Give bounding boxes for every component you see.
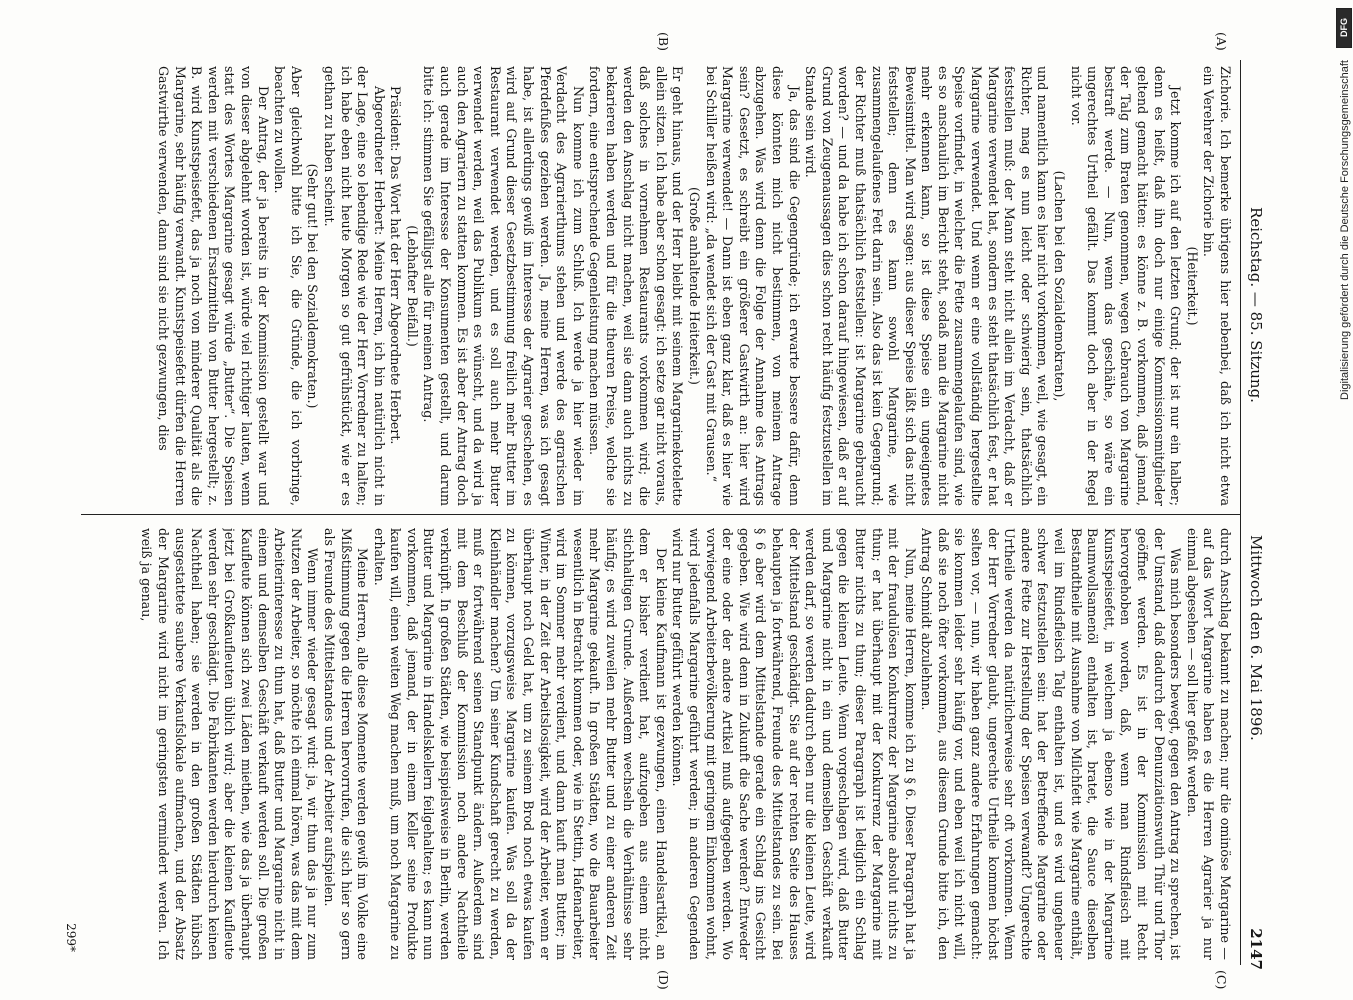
paragraph: Wenn immer wieder gesagt wird: ja, wir thun das ja nur zum Nutzen der Arbeiter, so möchte ich einmal hören, was das mit dem Arbeiterinteresse zu thun hat, daß Butter und Margarine nicht in einem und demselben Geschäft verkauft werden soll. Die großen Kaufleute können sich zwei Läden miethen, wie das ja überhaupt jetzt bei Großkaufleuten üblich wird; aber die kleinen Kaufleute werden sehr geschädigt. Die Fabrikanten werden hierdurch keinen Nachtheil haben; sie werden in den großen Städten hübsch ausgestattete saubere Verkaufslokale aufmachen, und der Absatz der Margarine wird nicht im geringsten vermindert werden. Ich weiß ja genau, xyxy=(139,528,321,960)
paragraph: Meine Herren, alle diese Momente werden gewiß im Volke eine Mißstimmung gegen die Herren hervorrufen, die sich hier so gern als Freunde des Mittelstandes und der Arbeiter aufspielen. xyxy=(321,528,371,960)
stage-direction: (Heiterkeit.) xyxy=(1184,246,1200,326)
paragraph: Was mich besonders bewegt, gegen den Antrag zu sprechen, ist der Umstand, daß dadurch der Denunziationswuth Thür und Thor geöffnet werden. Es ist in der Kommission mit Recht hervorgehoben worden, daß, wenn man Rindsfleisch mit Kunstspeisefett, in welchem ja ebenso wie in der Margarine Baumwollsamenöl enthalten ist, bratet, die Sauce dieselben Bestandtheile mit Ausnahme von Milchfett wie Margarine enthält, weil im Rindsfleisch Talg enthalten ist, und es wird ungeheuer schwer festzustellen sein: hat der Betreffende Margarine oder andere Fette zur Herstellung der Speisen verwandt? Ungerechte Urtheile werden da natürlicherweise sehr oft vorkommen. Wenn der Herr Vorredner glaubt, ungerechte Urtheile kommen höchst selten vor, — nun, wir haben ganz andere Erfahrungen gemacht: sie kommen leider sehr häufig vor, und eben weil ich nicht will, daß sie noch öfter vorkommen, aus diesem Grunde bitte ich, den Antrag Schmidt abzulehnen. xyxy=(919,528,1184,960)
paragraph: durch Anschlag bekannt zu machen; nur die ominöse Margarine — auf das Wort Margarine haben es die Herren Agrarier ja nur einmal abgesehen — soll hier gefaßt werden. xyxy=(1184,528,1233,960)
paragraph: Aber gleichwohl bitte ich Sie, die Gründe, die ich vorbringe, beachten zu wollen. xyxy=(272,66,304,506)
running-header-date: Mittwoch den 6. Mai 1896. xyxy=(1247,535,1265,741)
right-column xyxy=(83,528,1233,960)
paragraph: Zichorie. Ich bemerke übrigens hier nebenbei, daß ich nicht etwa ein Verehrer der Zichorie bin. xyxy=(1201,66,1233,506)
paragraph: Der Antrag, der ja bereits in der Kommission gestellt war und von dieser abgelehnt worden ist, würde viel richtiger lauten, wenn statt des Wortes Margarine gesagt würde „Butter“. Die Speisen werden mit verschiedenen Ersatzmitteln von Butter hergestellt; z. B. wird Kunstspeisefett, das ja noch von minderer Qualität als die Margarine, sehr häufig verwandt. Kunstspeisefett dürfen die Herren Gastwirthe verwenden, dann sind sie nicht gezwungen, dies xyxy=(156,66,271,506)
paragraph: Ja, das sind die Gegengründe; ich erwarte bessere dafür, denn diese könnten mich nicht bestimmen, von meinem Antrage abzugehen. Was wird denn die Folge der Annahme des Antrags sein? Gesetzt, es schreibt ein größerer Gastwirth an: hier wird Margarine verwendet! — Dann ist eben ganz klar, daß es hier wie bei Schiller heißen wird: „da wendet sich der Gast mit Grausen.“ xyxy=(703,66,802,506)
paragraph: Der kleine Kaufmann ist gezwungen, einen Handelsartikel, an dem er bisher verdient hat, aufzugeben aus einem nicht stichhaltigen Grunde. Außerdem wechseln die Verhältnisse sehr häufig; es wird zuweilen mehr Butter und zu einer anderen Zeit mehr Margarine gekauft. In großen Städten, wo die Bauarbeiter wesentlich in Betracht kommen oder, wie in Stettin, Hafenarbeiter, wird im Sommer mehr verdient, und dann kauft man Butter; im Winter, in der Zeit der Arbeitslosigkeit, wird der Arbeiter, wenn er überhaupt noch Geld hat, um zu seinem Brod noch etwas kaufen zu können, vorzugsweise Margarine kaufen. Was soll da der Kleinhändler machen? Um seiner Kundschaft gerecht zu werden, muß er fortwährend seinen Standpunkt ändern. Außerdem sind mit dem Beschluß der Kommission noch andere Nachtheile verknüpft. In großen Städten, wie beispielsweise in Berlin, werden Butter und Margarine in Handelskellern feilgehalten; es kann nun vorkommen, daß jemand, der in einem Keller seine Produkte kaufen will, einen weiten Weg machen muß, um noch Margarine zu erhalten. xyxy=(371,528,669,960)
digitization-notice: Digitalisierung gefördert durch die Deutsche Forschungsgemeinschaft xyxy=(1339,60,1351,400)
margin-marker-d: (D) xyxy=(656,970,671,990)
column-divider xyxy=(81,514,1241,515)
left-column xyxy=(83,66,1233,506)
paragraph: und namentlich kann es hier nicht vorkommen, weil, wie gesagt, ein Richter, mag es nun leicht oder schwierig sein, thatsächlich feststellen muß: der Mann steht nicht allein im Verdacht, daß er Margarine verwendet hat, sondern es steht thatsächlich fest, er hat Margarine verwendet. Und wenn er eine vollständig hergestellte Speise vorfindet, in welcher die Fette zusammengelaufen sind, wie es so anschaulich im Bericht steht, sodaß man die Margarine nicht mehr erkennen kann, so ist diese Speise ein ungeeignetes Beweismittel. Man wird sagen: aus dieser Speise läßt sich das nicht feststellen; denn es kann sowohl Margarine, wie zusammengelaufenes Fett darin sein. Also das ist kein Gegengrund; der Richter muß thatsächlich feststellen: ist Margarine gebraucht worden? — und da habe ich schon darauf hingewiesen, daß er auf Grund von Zeugenaussagen dies schon recht häufig festzustellen im Stande sein wird. xyxy=(803,66,1051,506)
header-rule xyxy=(1240,60,1241,965)
stage-direction: (Große anhaltende Heiterkeit.) xyxy=(687,187,702,385)
stage-direction: (Lebhafter Beifall.) xyxy=(404,225,420,347)
margin-marker-b: (B) xyxy=(656,32,671,51)
speaker-paragraph: Abgeordneter Herbert: Meine Herren, ich bin natürlich nicht in der Lage, eine so lebendige Rede wie der Herr Vorredner zu halten; ich habe eben nicht heute Morgen so gut gefrühstückt, wie er es gethan zu haben scheint. xyxy=(321,66,387,506)
paragraph: Jetzt komme ich auf den letzten Grund; der ist nur ein halber; denn es heißt, daß ihn doch nur einige Kommissionsmitglieder geltend gemacht hätten: es könne z. B. vorkommen, daß jemand, der Talg zum Braten genommen, wegen Gebrauch von Margarine bestraft werde. — Nun, wenn das geschähe, so wäre ein ungerechtes Urtheil gefällt. Das kommt doch aber in der Regel nicht vor. xyxy=(1068,66,1184,506)
paragraph: Nun, meine Herren, komme ich zu § 6. Dieser Paragraph hat ja mit der fraudulösen Konkurrenz der Margarine absolut nichts zu thun; er hat überhaupt mit der Konkurrenz der Margarine mit Butter nichts zu thun; dieser Paragraph ist lediglich ein Schlag gegen die kleinen Leute. Wenn vorgeschlagen wird, daß Butter und Margarine nicht in ein und demselben Geschäft verkauft werden darf, so werden dadurch eben nur die kleinen Leute, wird der Mittelstand geschädigt. Sie auf der rechten Seite des Hauses behaupten ja fortwährend, Freunde des Mittelstandes zu sein. Bei § 6 aber wird dem Mittelstande gerade ein Schlag ins Gesicht gegeben. Wie wird denn in Zukunft die Sache werden? Entweder der eine oder der andere Artikel muß aufgegeben werden. Wo vorwiegend Arbeiterbevölkerung mit geringem Einkommen wohnt, wird jedenfalls Margarine geführt werden; in anderen Gegenden wird nur Butter geführt werden können. xyxy=(670,528,918,960)
stage-direction: (Sehr gut! bei den Sozialdemokraten.) xyxy=(305,163,321,409)
speaker-paragraph: Präsident: Das Wort hat der Herr Abgeordnete Herbert. xyxy=(388,86,404,445)
margin-marker-a: (A) xyxy=(1214,32,1229,51)
dfg-logo-icon: DFG xyxy=(1336,8,1352,48)
page-number: 2147 xyxy=(1247,928,1265,970)
paragraph: Er geht hinaus, und der Herr bleibt mit seinem Margarinekotelette allein sitzen. Ich habe aber schon gesagt: ich setze gar nicht voraus, daß solches in vornehmen Restaurants vorkommen wird; die werden den Anschlag nicht machen, weil sie dann auch nichts zu bekarieren haben werden und für die theuren Preise, welche sie fordern, eine entsprechende Gegenleistung machen müssen. xyxy=(587,66,686,506)
signature-number: 299* xyxy=(64,923,78,952)
paragraph: Nun komme ich zum Schluß. Ich werde ja hier wieder im Verdacht des Agrarierthums stehen und werde des agrarischen Pferdefußes geziehen werden. Ja, meine Herren, was ich gesagt habe, ist allerdings gewiß im Interesse der Agrarier geschehen, es wird auf Grund dieser Gesetzbestimmung freilich mehr Butter im Restaurant verwendet werden, und es soll auch mehr Butter verwendet werden, weil das Publikum es wünscht, und da wird ja auch den Agrariern zu statten kommen. Es ist aber der Antrag doch auch gerade im Interesse der Konsumenten gestellt, und darum bitte ich: stimmen Sie gefälligst alle für meinen Antrag. xyxy=(421,66,586,506)
margin-marker-c: (C) xyxy=(1214,970,1229,990)
running-header-session: Reichstag. — 85. Sitzung. xyxy=(1247,207,1265,403)
stage-direction: (Lachen bei den Sozialdemokraten), xyxy=(1052,170,1068,402)
